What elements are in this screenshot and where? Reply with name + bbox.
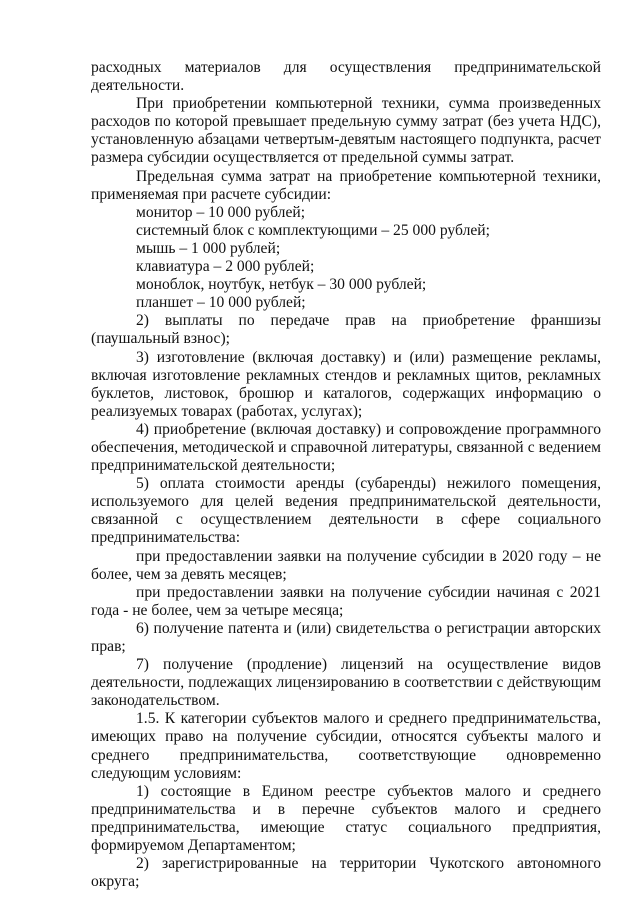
- paragraph-rent-2021: при предоставлении заявки на получение субсидии начиная с 2021 года - не более, чем за четыре месяца;: [91, 583, 601, 619]
- list-item-tablet: планшет – 10 000 рублей;: [136, 294, 306, 312]
- paragraph-item-4: 4) приобретение (включая доставку) и сопровождение программного обеспечения, методической и справочной литературы, связанной с ведением предпринимательской деятельности;: [91, 420, 601, 475]
- list-item-mouse: мышь – 1 000 рублей;: [136, 239, 281, 257]
- list-item-system-unit: системный блок с комплектующими – 25 000 рублей;: [136, 221, 490, 239]
- paragraph-item-5: 5) оплата стоимости аренды (субаренды) нежилого помещения, используемого для целей ведения предпринимательской деятельности, связанной с осуществлением деятельности в сфере социального предпринимательства:: [91, 475, 601, 547]
- paragraph-computer-purchase: При приобретении компьютерной техники, сумма произведенных расходов по которой превышает предельную сумму затрат (без учета НДС), установленную абзацами четвертым-девятым настоящего подпункта, расчет размера субсидии осуществляется от предельной суммы затрат.: [91, 95, 601, 167]
- list-item-monitor: монитор – 10 000 рублей;: [136, 203, 306, 221]
- paragraph-item-6: 6) получение патента и (или) свидетельства о регистрации авторских прав;: [91, 619, 601, 655]
- paragraph-item-7: 7) получение (продление) лицензий на осуществление видов деятельности, подлежащих лицензированию в соответствии с действующим законодательством.: [91, 656, 601, 710]
- paragraph-condition-1: 1) состоящие в Едином реестре субъектов малого и среднего предпринимательства и в перечне субъектов малого и среднего предпринимательства, имеющие статус социального предприятия, формируемом Департаментом;: [91, 782, 601, 855]
- list-item-keyboard: клавиатура – 2 000 рублей;: [136, 258, 315, 276]
- paragraph-section-1-5: 1.5. К категории субъектов малого и среднего предпринимательства, имеющих право на получение субсидии, относятся субъекты малого и среднего предпринимательства, соответствующие одновременно следующим условиям:: [91, 710, 601, 782]
- paragraph-item-2: 2) выплаты по передаче прав на приобретение франшизы (паушальный взнос);: [91, 312, 601, 348]
- paragraph-rent-2020: при предоставлении заявки на получение субсидии в 2020 году – не более, чем за девять месяцев;: [91, 547, 601, 583]
- paragraph-item-3: 3) изготовление (включая доставку) и (или) размещение рекламы, включая изготовление рекламных стендов и рекламных щитов, рекламных буклетов, листовок, брошюр и каталогов, содержащих информацию о реализуемых товарах (работах, услугах);: [91, 348, 601, 420]
- document-page: [91, 59, 601, 891]
- paragraph-condition-2: 2) зарегистрированные на территории Чукотского автономного округа;: [91, 855, 601, 891]
- paragraph-continuation: расходных материалов для осуществления предпринимательской деятельности.: [91, 59, 601, 95]
- list-item-laptop: моноблок, ноутбук, нетбук – 30 000 рублей;: [136, 276, 427, 294]
- paragraph-limit-intro: Предельная сумма затрат на приобретение компьютерной техники, применяемая при расчете субсидии:: [91, 167, 601, 203]
